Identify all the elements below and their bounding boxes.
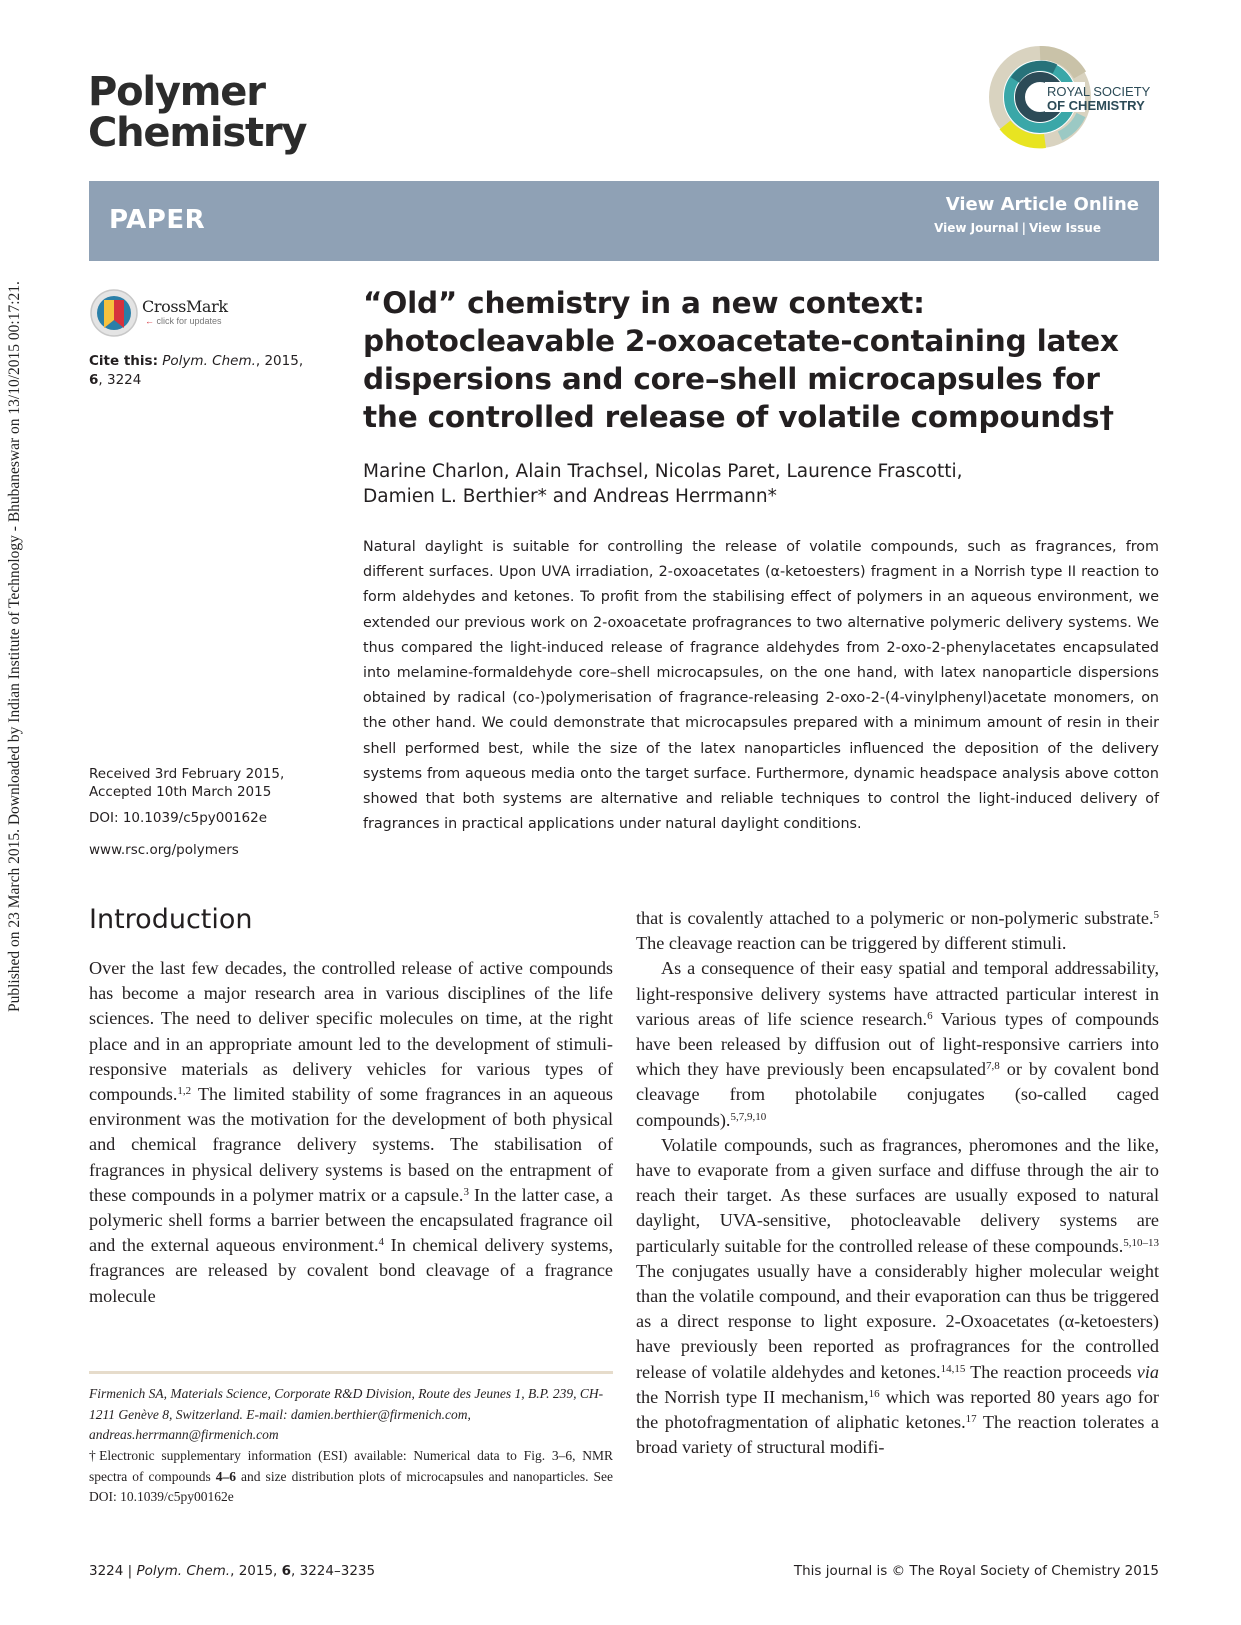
- cite-volume: 6: [89, 372, 99, 388]
- cite-journal: Polym. Chem.: [162, 353, 256, 369]
- intro-paragraph-1-cont: that is covalently attached to a polymeric or non-polymeric substrate.$^5$ The cleavage reaction can be triggered by different stimuli.: [636, 908, 1159, 954]
- citation-ref[interactable]: 5: [1153, 909, 1159, 921]
- journal-title-line1: Polymer: [88, 69, 265, 115]
- citation: [89, 352, 319, 390]
- rsc-name-line2: OF CHEMISTRY: [1047, 98, 1145, 113]
- crossmark-icon: [91, 290, 137, 336]
- banner-link-separator: |: [1021, 221, 1026, 235]
- crossmark-sublabel: [145, 316, 222, 326]
- accepted-date: Accepted 10th March 2015: [89, 784, 272, 800]
- intro-paragraph-2: As a consequence of their easy spatial and temporal addressability, light-responsive delivery systems have attracted particular interest in various areas of life science research.$^6$ Various types of compounds have been released by diffusion out of light-responsive carriers into which they have previously been encapsulated$^{7,8}$ or by covalent bond cleavage from photolabile conjugates (so-called caged compounds).$^{5,7,9,10}$: [636, 958, 1159, 1130]
- body-column-left: [89, 956, 613, 1309]
- abstract: Natural daylight is suitable for controlling the release of volatile compounds, such as fragrances, from different surfaces. Upon UVA irradiation, 2-oxoacetates (α-ketoesters) fragment in a Norrish type II reaction to form aldehydes and ketones. To profit from the stabilising effect of polymers in an aqueous environment, we extended our previous work on 2-oxoacetate profragrances to two alternative polymeric delivery systems. We thus compared the light-induced release of fragrance aldehydes from 2-oxo-2-phenylacetates encapsulated into melamine-formaldehyde core–shell microcapsules, on the one hand, with latex nanoparticle dispersions obtained by radical (co-)polymerisation of fragrance-releasing 2-oxo-2-(4-vinylphenyl)acetate monomers, on the other hand. We could demonstrate that microcapsules prepared with a minimum amount of resin in their shell performed best, while the size of the latex nanoparticles influenced the deposition of the delivery systems from aqueous media onto the target surface. Furthermore, dynamic headspace analysis above cotton showed that both systems are alternative and reliable techniques to control the light-induced delivery of fragrances in practical applications under natural daylight conditions.: [363, 539, 1159, 833]
- citation-ref[interactable]: 6: [927, 1009, 933, 1022]
- cite-year: , 2015,: [255, 353, 304, 369]
- page-number: 3224: [89, 1563, 124, 1579]
- citation-ref[interactable]: 5,7,9,10: [730, 1110, 767, 1123]
- citation-ref[interactable]: 14,15: [940, 1362, 966, 1375]
- author-list: [363, 459, 1163, 509]
- authors-line2: Damien L. Berthier* and Andreas Herrmann*: [363, 486, 777, 507]
- citation-ref[interactable]: 17: [965, 1413, 977, 1426]
- view-article-online-link[interactable]: View Article Online: [945, 194, 1139, 215]
- banner-links: [934, 221, 1101, 235]
- section-heading-introduction: Introduction: [89, 904, 253, 935]
- esi-footnote: †Electronic supplementary information (ESI) available: Numerical data to Fig. 3–6, NMR spectra of compounds 4–6 and size distribution plots of microcapsules and nanoparticles. See DOI: 10.1039/c5py00162e: [89, 1448, 613, 1504]
- view-issue-link[interactable]: View Issue: [1028, 221, 1101, 235]
- citation-ref[interactable]: 4: [378, 1236, 385, 1249]
- article-doi[interactable]: DOI: 10.1039/c5py00162e: [89, 810, 268, 826]
- citation-ref[interactable]: 3: [463, 1185, 469, 1198]
- copyright-notice: This journal is © The Royal Society of Chemistry 2015: [793, 1563, 1159, 1579]
- journal-title: [88, 69, 307, 156]
- article-type-label: PAPER: [109, 205, 206, 235]
- article-banner: [89, 181, 1159, 261]
- view-journal-link[interactable]: View Journal: [934, 221, 1019, 235]
- crossmark-sub-text: click for updates: [156, 316, 222, 326]
- publication-stamp: Published on 23 March 2015. Downloaded by Indian Institute of Technology - Bhubaneswar on 13/10/2015 00:17:21.: [6, 281, 23, 1012]
- author-affiliation: Firmenich SA, Materials Science, Corporate R&D Division, Route des Jeunes 1, B.P. 239, CH-1211 Genève 8, Switzerland. E-mail: damien.berthier@firmenich.com, andreas.herrmann@firmenich.com: [89, 1386, 604, 1442]
- rsc-name-line1: ROYAL SOCIETY: [1047, 84, 1151, 99]
- cite-label: Cite this:: [89, 353, 158, 369]
- received-date: Received 3rd February 2015,: [89, 766, 285, 782]
- crossmark-arrow-icon: ←: [145, 316, 154, 326]
- intro-paragraph-3: Volatile compounds, such as fragrances, pheromones and the like, have to evaporate from a given surface and diffuse through the air to reach their target. As these surfaces are usually exposed to natural daylight, UVA-sensitive, photocleavable delivery systems are particularly suitable for the controlled release of these compounds.$^{5,10-13}$ The conjugates usually have a considerably higher molecular weight than the volatile compound, and their evaporation can thus be triggered as a direct response to light exposure. 2-Oxoacetates (α-ketoesters) have previously been reported as profragrances for the controlled release of volatile aldehydes and ketones.$^{14,15}$ The reaction proceeds via the Norrish type II mechanism,$^{16}$ which was reported 80 years ago for the photofragmentation of aliphatic ketones.$^{17}$ The reaction tolerates a broad variety of structural modifi-: [636, 1134, 1159, 1458]
- article-title: “Old” chemistry in a new context: photocleavable 2-oxoacetate-containing latex dispersions and core–shell microcapsules for the controlled release of volatile compounds†: [363, 286, 1119, 434]
- citation-ref[interactable]: 7,8: [986, 1060, 1000, 1073]
- journal-url[interactable]: www.rsc.org/polymers: [89, 842, 239, 858]
- authors-line1: Marine Charlon, Alain Trachsel, Nicolas Paret, Laurence Frascotti,: [363, 461, 963, 482]
- body-column-right: [636, 906, 1159, 1460]
- article-dates: [89, 765, 319, 801]
- page-footer-citation: 3224 | Polym. Chem., 2015, 6, 3224–3235: [89, 1563, 376, 1579]
- intro-paragraph-1: Over the last few decades, the controlled release of active compounds has become a major research area in various disciplines of the life sciences. The need to deliver specific molecules on time, at the right place and in an appropriate amount led to the development of stimuli-responsive materials as delivery vehicles for various types of compounds.$^{1,2}$ The limited stability of some fragrances in an aqueous environment was the motivation for the development of both physical and chemical fragrance delivery systems. The stabilisation of fragrances in physical delivery systems is based on the entrapment of these compounds in a polymer matrix or a capsule.$^3$ In the latter case, a polymeric shell forms a barrier between the encapsulated fragrance oil and the external aqueous environment.$^4$ In chemical delivery systems, fragrances are released by covalent bond cleavage of a fragrance molecule: [89, 958, 613, 1306]
- cite-page: , 3224: [98, 372, 142, 388]
- journal-title-line2: Chemistry: [88, 110, 307, 156]
- citation-ref[interactable]: 1,2: [177, 1085, 192, 1098]
- footnote-divider: [89, 1371, 613, 1374]
- citation-ref[interactable]: 16: [868, 1387, 880, 1400]
- crossmark-label: CrossMark: [142, 297, 228, 316]
- citation-ref[interactable]: 5,10–13: [1123, 1236, 1159, 1249]
- rsc-logo[interactable]: [985, 40, 1160, 155]
